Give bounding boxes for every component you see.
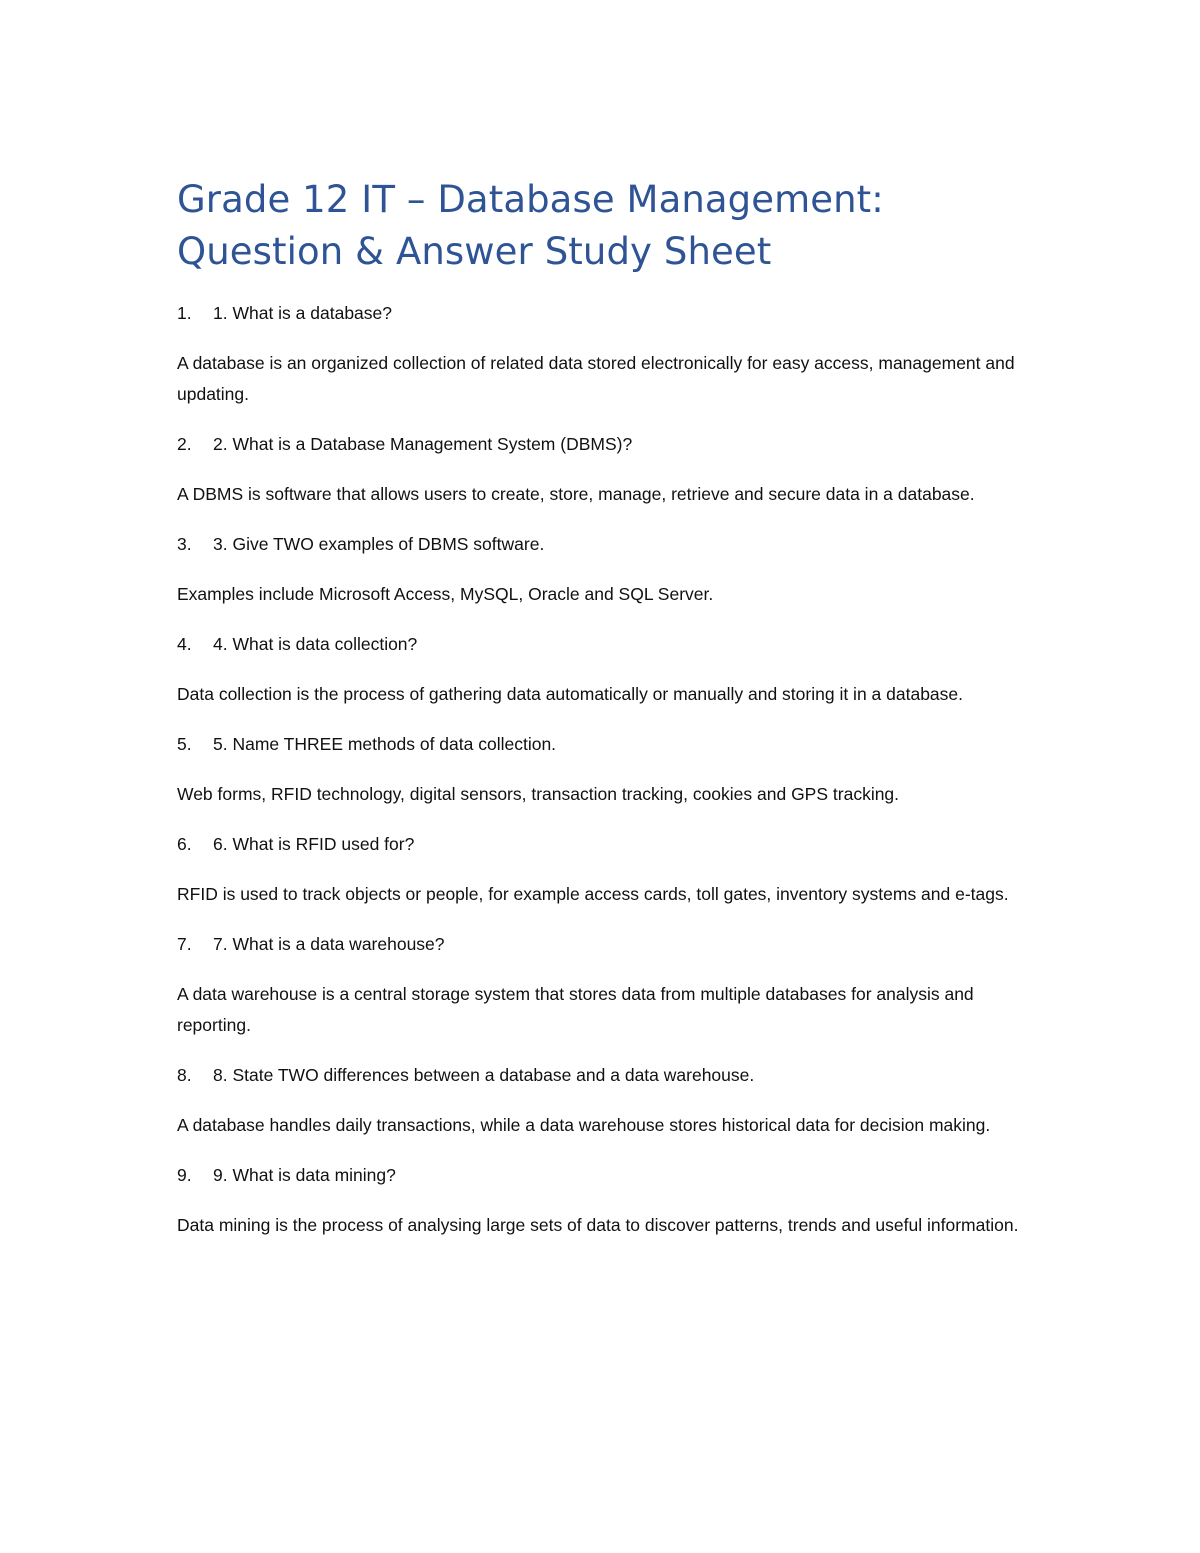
list-number: 6. bbox=[177, 834, 192, 854]
answer-text: Web forms, RFID technology, digital sensors, transaction tracking, cookies and GPS tracking. bbox=[177, 784, 900, 804]
answer-text: Data collection is the process of gathering data automatically or manually and storing it in a database. bbox=[177, 684, 964, 704]
qa-item-6 bbox=[177, 829, 1037, 910]
qa-item-2 bbox=[177, 429, 1037, 510]
qa-item-3 bbox=[177, 529, 1037, 610]
list-number: 7. bbox=[177, 934, 192, 954]
question-text: 6. What is RFID used for? bbox=[213, 834, 415, 854]
list-number: 2. bbox=[177, 434, 192, 454]
qa-item-7 bbox=[177, 929, 1037, 1041]
question-text: 1. What is a database? bbox=[213, 303, 392, 323]
question-text: 7. What is a data warehouse? bbox=[213, 934, 445, 954]
document-body bbox=[177, 174, 1037, 1260]
question-text: 2. What is a Database Management System (DBMS)? bbox=[213, 434, 633, 454]
qa-item-1 bbox=[177, 298, 1037, 410]
question-text: 3. Give TWO examples of DBMS software. bbox=[213, 534, 545, 554]
list-number: 5. bbox=[177, 734, 192, 754]
question bbox=[177, 929, 1037, 959]
question bbox=[177, 629, 1037, 659]
question bbox=[177, 729, 1037, 759]
list-number: 1. bbox=[177, 303, 192, 323]
answer-text: A database handles daily transactions, while a data warehouse stores historical data for decision making. bbox=[177, 1115, 991, 1135]
list-number: 9. bbox=[177, 1165, 192, 1185]
question bbox=[177, 429, 1037, 459]
qa-item-8 bbox=[177, 1060, 1037, 1141]
answer-text: A data warehouse is a central storage system that stores data from multiple databases for analysis and reporting. bbox=[177, 984, 974, 1035]
question bbox=[177, 1160, 1037, 1190]
list-number: 4. bbox=[177, 634, 192, 654]
answer-text: Examples include Microsoft Access, MySQL, Oracle and SQL Server. bbox=[177, 584, 714, 604]
qa-item-4 bbox=[177, 629, 1037, 710]
qa-item-5 bbox=[177, 729, 1037, 810]
page-title: Grade 12 IT – Database Management: Question & Answer Study Sheet bbox=[177, 178, 884, 273]
list-number: 8. bbox=[177, 1065, 192, 1085]
qa-item-9 bbox=[177, 1160, 1037, 1241]
question-text: 5. Name THREE methods of data collection. bbox=[213, 734, 557, 754]
question bbox=[177, 298, 1037, 328]
list-number: 3. bbox=[177, 534, 192, 554]
answer-text: A DBMS is software that allows users to create, store, manage, retrieve and secure data in a database. bbox=[177, 484, 975, 504]
question bbox=[177, 529, 1037, 559]
question bbox=[177, 829, 1037, 859]
answer-text: Data mining is the process of analysing large sets of data to discover patterns, trends and useful information. bbox=[177, 1215, 1019, 1235]
answer-text: A database is an organized collection of related data stored electronically for easy access, management and updating. bbox=[177, 353, 1015, 404]
question-text: 8. State TWO differences between a database and a data warehouse. bbox=[213, 1065, 755, 1085]
question-text: 4. What is data collection? bbox=[213, 634, 418, 654]
answer-text: RFID is used to track objects or people, for example access cards, toll gates, inventory systems and e-tags. bbox=[177, 884, 1009, 904]
question bbox=[177, 1060, 1037, 1090]
question-text: 9. What is data mining? bbox=[213, 1165, 396, 1185]
